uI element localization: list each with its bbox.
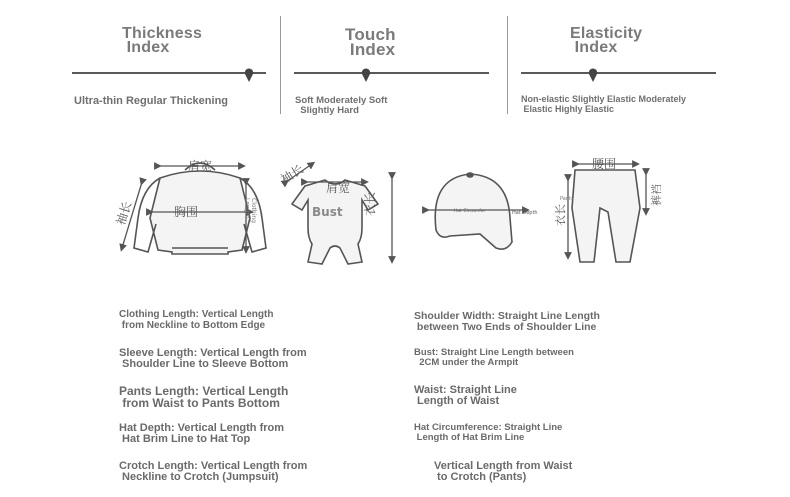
desc-waist: Waist: Straight Line Length of Waist: [414, 384, 517, 407]
jumpsuit-sleeve-label: 袖长: [278, 161, 306, 187]
pants-figure: [572, 170, 640, 262]
desc-pants-length: Pants Length: Vertical Length from Waist to Pants Bottom: [119, 384, 289, 410]
thickness-marker-icon: [244, 68, 254, 82]
desc-crotch-length-pants: Vertical Length from Waist to Crotch (Pants): [434, 460, 573, 483]
touch-index-title: Touch Index: [345, 25, 396, 59]
hoodie-sleeve-label: 袖长: [113, 199, 135, 227]
jumpsuit-shoulder-label: 肩宽: [326, 181, 351, 195]
thickness-scale-labels: Ultra-thin Regular Thickening: [74, 95, 229, 107]
hoodie-shoulder-label: 肩宽: [187, 159, 213, 173]
thickness-index-title: Thickness Index: [122, 25, 203, 56]
desc-shoulder-width: Shoulder Width: Straight Line Length between Two Ends of Shoulder Line: [414, 310, 600, 333]
desc-hat-circumference: Hat Circumference: Straight Line Length of Hat Brim Line: [414, 422, 563, 443]
jumpsuit-bust-label: Bust: [312, 205, 343, 219]
touch-scale-line: [294, 72, 489, 74]
hoodie-length-label: ClothingLength: [243, 198, 257, 223]
desc-hat-depth: Hat Depth: Vertical Length from Hat Brim Line to Hat Top: [119, 422, 285, 445]
pants-crotch-label: 裤裆: [650, 184, 663, 206]
hat-circumference-label: Hat Circumfer: [454, 209, 486, 214]
desc-crotch-length-jumpsuit: Crotch Length: Vertical Length from Neckline to Crotch (Jumpsuit): [119, 460, 308, 483]
desc-bust: Bust: Straight Line Length between 2CM under the Armpit: [414, 347, 574, 368]
touch-scale-labels: Soft Moderately Soft Slightly Hard: [295, 95, 388, 116]
pants-label: Pants: [560, 196, 574, 202]
elasticity-marker-icon: [588, 68, 598, 82]
elasticity-index-title: Elasticity Index: [570, 25, 643, 56]
thickness-scale-line: [72, 72, 266, 74]
divider-right: [507, 16, 508, 114]
size-diagram: [100, 148, 700, 278]
desc-sleeve-length: Sleeve Length: Vertical Length from Shoulder Line to Sleeve Bottom: [119, 347, 307, 370]
hoodie-chest-label: 胸围: [173, 205, 199, 219]
pants-waist-label: 腰围: [592, 157, 617, 171]
desc-clothing-length: Clothing Length: Vertical Length from Neckline to Bottom Edge: [119, 309, 274, 331]
hat-depth-label: Hat Depth: [512, 210, 538, 216]
pants-length-label: 衣长: [554, 204, 567, 226]
elasticity-scale-labels: Non-elastic Slightly Elastic Moderately Elastic Highly Elastic: [521, 94, 687, 114]
jumpsuit-length-label: 衣长: [363, 191, 377, 216]
touch-marker-icon: [361, 68, 371, 82]
elasticity-scale-line: [521, 72, 716, 74]
divider-left: [280, 16, 281, 114]
